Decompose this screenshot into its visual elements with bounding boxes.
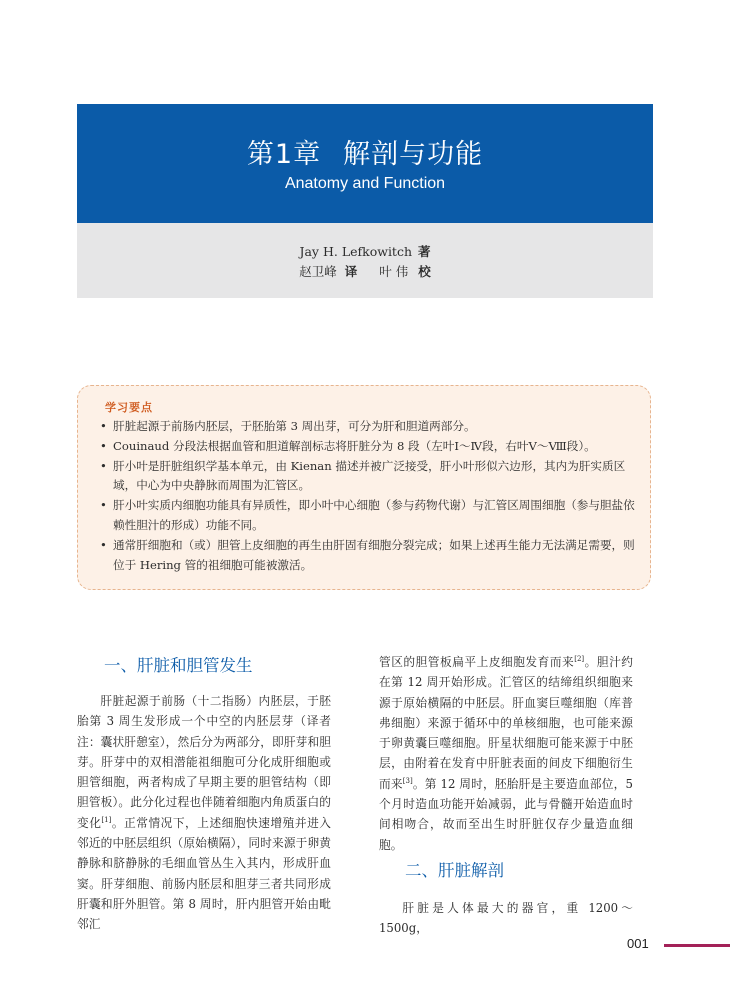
key-point-item: • 通常肝细胞和（或）胆管上皮细胞的再生由肝固有细胞分裂完成；如果上述再生能力无法满足需要，则位于 Hering 管的祖细胞可能被激活。 [100, 536, 635, 576]
section-heading-development: 一、肝脏和胆管发生 [104, 656, 253, 675]
author-line [77, 242, 653, 260]
translator-line [77, 262, 653, 280]
chapter-subtitle-en: Anatomy and Function [284, 175, 446, 192]
paragraph-text: 管区的胆管板扁平上皮细胞发育而来 [379, 655, 575, 669]
citation-ref: [3] [402, 776, 413, 785]
credits-panel [77, 223, 653, 298]
body-paragraph [379, 652, 633, 855]
chapter-title [77, 132, 653, 171]
left-column [77, 691, 331, 935]
section-heading-anatomy: 二、肝脏解剖 [405, 861, 504, 880]
citation-ref: [1] [101, 815, 112, 824]
right-column-anatomy [379, 898, 633, 939]
key-point-item: • 肝小叶是肝脏组织学基本单元，由 Kienan 描述并被广泛接受，肝小叶形似六边形，其内为肝实质区域，中心为中央静脉而周围为汇管区。 [100, 457, 635, 497]
key-point-item: • 肝脏起源于前肠内胚层，于胚胎第 3 周出芽，可分为肝和胆道两部分。 [100, 417, 635, 437]
paragraph-text: 肝脏起源于前肠（十二指肠）内胚层，于胚胎第 3 周生发形成一个中空的内胚层芽（译者注：囊状肝憩室），然后分为两部分，即肝芽和胆芽。肝芽中的双相潜能祖细胞可分化成肝细胞或胆管细胞，两者构成了早期主要的胆管结构（即胆管板）。此分化过程也伴随着细胞内角质蛋白的变化 [77, 694, 331, 830]
paragraph-text: 。第 12 周时，胚胎肝是主要造血部位，5 个月时造血功能开始减弱，此与骨髓开始造血时间相吻合，故而至出生时肝脏仅存少量造血细胞。 [379, 776, 633, 852]
reviser-name: 叶 伟 [379, 264, 409, 279]
translator-name: 赵卫峰 [299, 264, 337, 279]
author-name: Jay H. Lefkowitch [299, 244, 413, 259]
key-point-item: • 肝小叶实质内细胞功能具有异质性，即小叶中心细胞（参与药物代谢）与汇管区周围细胞（参与胆盐依赖性胆汁的形成）功能不同。 [100, 496, 635, 536]
reviser-role: 校 [418, 264, 431, 279]
page-number: 001 [627, 936, 649, 951]
citation-ref: [2] [574, 655, 585, 664]
paragraph-text: 。正常情况下，上述细胞快速增殖并进入邻近的中胚层组织（原始横隔），同时来源于卵黄静脉和脐静脉的毛细血管丛生入其内，形成肝血窦。肝芽细胞、前肠内胚层和胆芽三者共同形成肝囊和肝外胆管。第 8 周时，肝内胆管开始由毗邻汇 [77, 815, 331, 932]
key-points-title: 学习要点 [105, 401, 153, 414]
key-points-list [100, 417, 635, 575]
chapter-title-text: 解剖与功能 [343, 139, 484, 170]
right-column [379, 652, 633, 855]
author-role: 著 [418, 244, 431, 259]
chapter-number: 第1章 [246, 139, 322, 170]
page-number-rule [664, 944, 730, 947]
translator-role: 译 [344, 264, 358, 279]
key-points-box [77, 385, 651, 590]
paragraph-text: 。胆汁约在第 12 周开始形成。汇管区的结缔组织细胞来源于原始横隔的中胚层。肝血窦巨噬细胞（库普弗细胞）来源于循环中的单核细胞，也可能来源于卵黄囊巨噬细胞。肝星状细胞可能来源于中胚层，由附着在发育中肝脏表面的间皮下细胞衍生而来 [379, 655, 633, 791]
body-paragraph [77, 691, 331, 935]
chapter-banner [77, 104, 653, 223]
key-point-item: • Couinaud 分段法根据血管和胆道解剖标志将肝脏分为 8 段（左叶Ⅰ～Ⅳ段，右叶Ⅴ～Ⅷ段）。 [100, 437, 635, 457]
body-paragraph: 肝脏是人体最大的器官，重 1200～1500g， [379, 901, 633, 936]
